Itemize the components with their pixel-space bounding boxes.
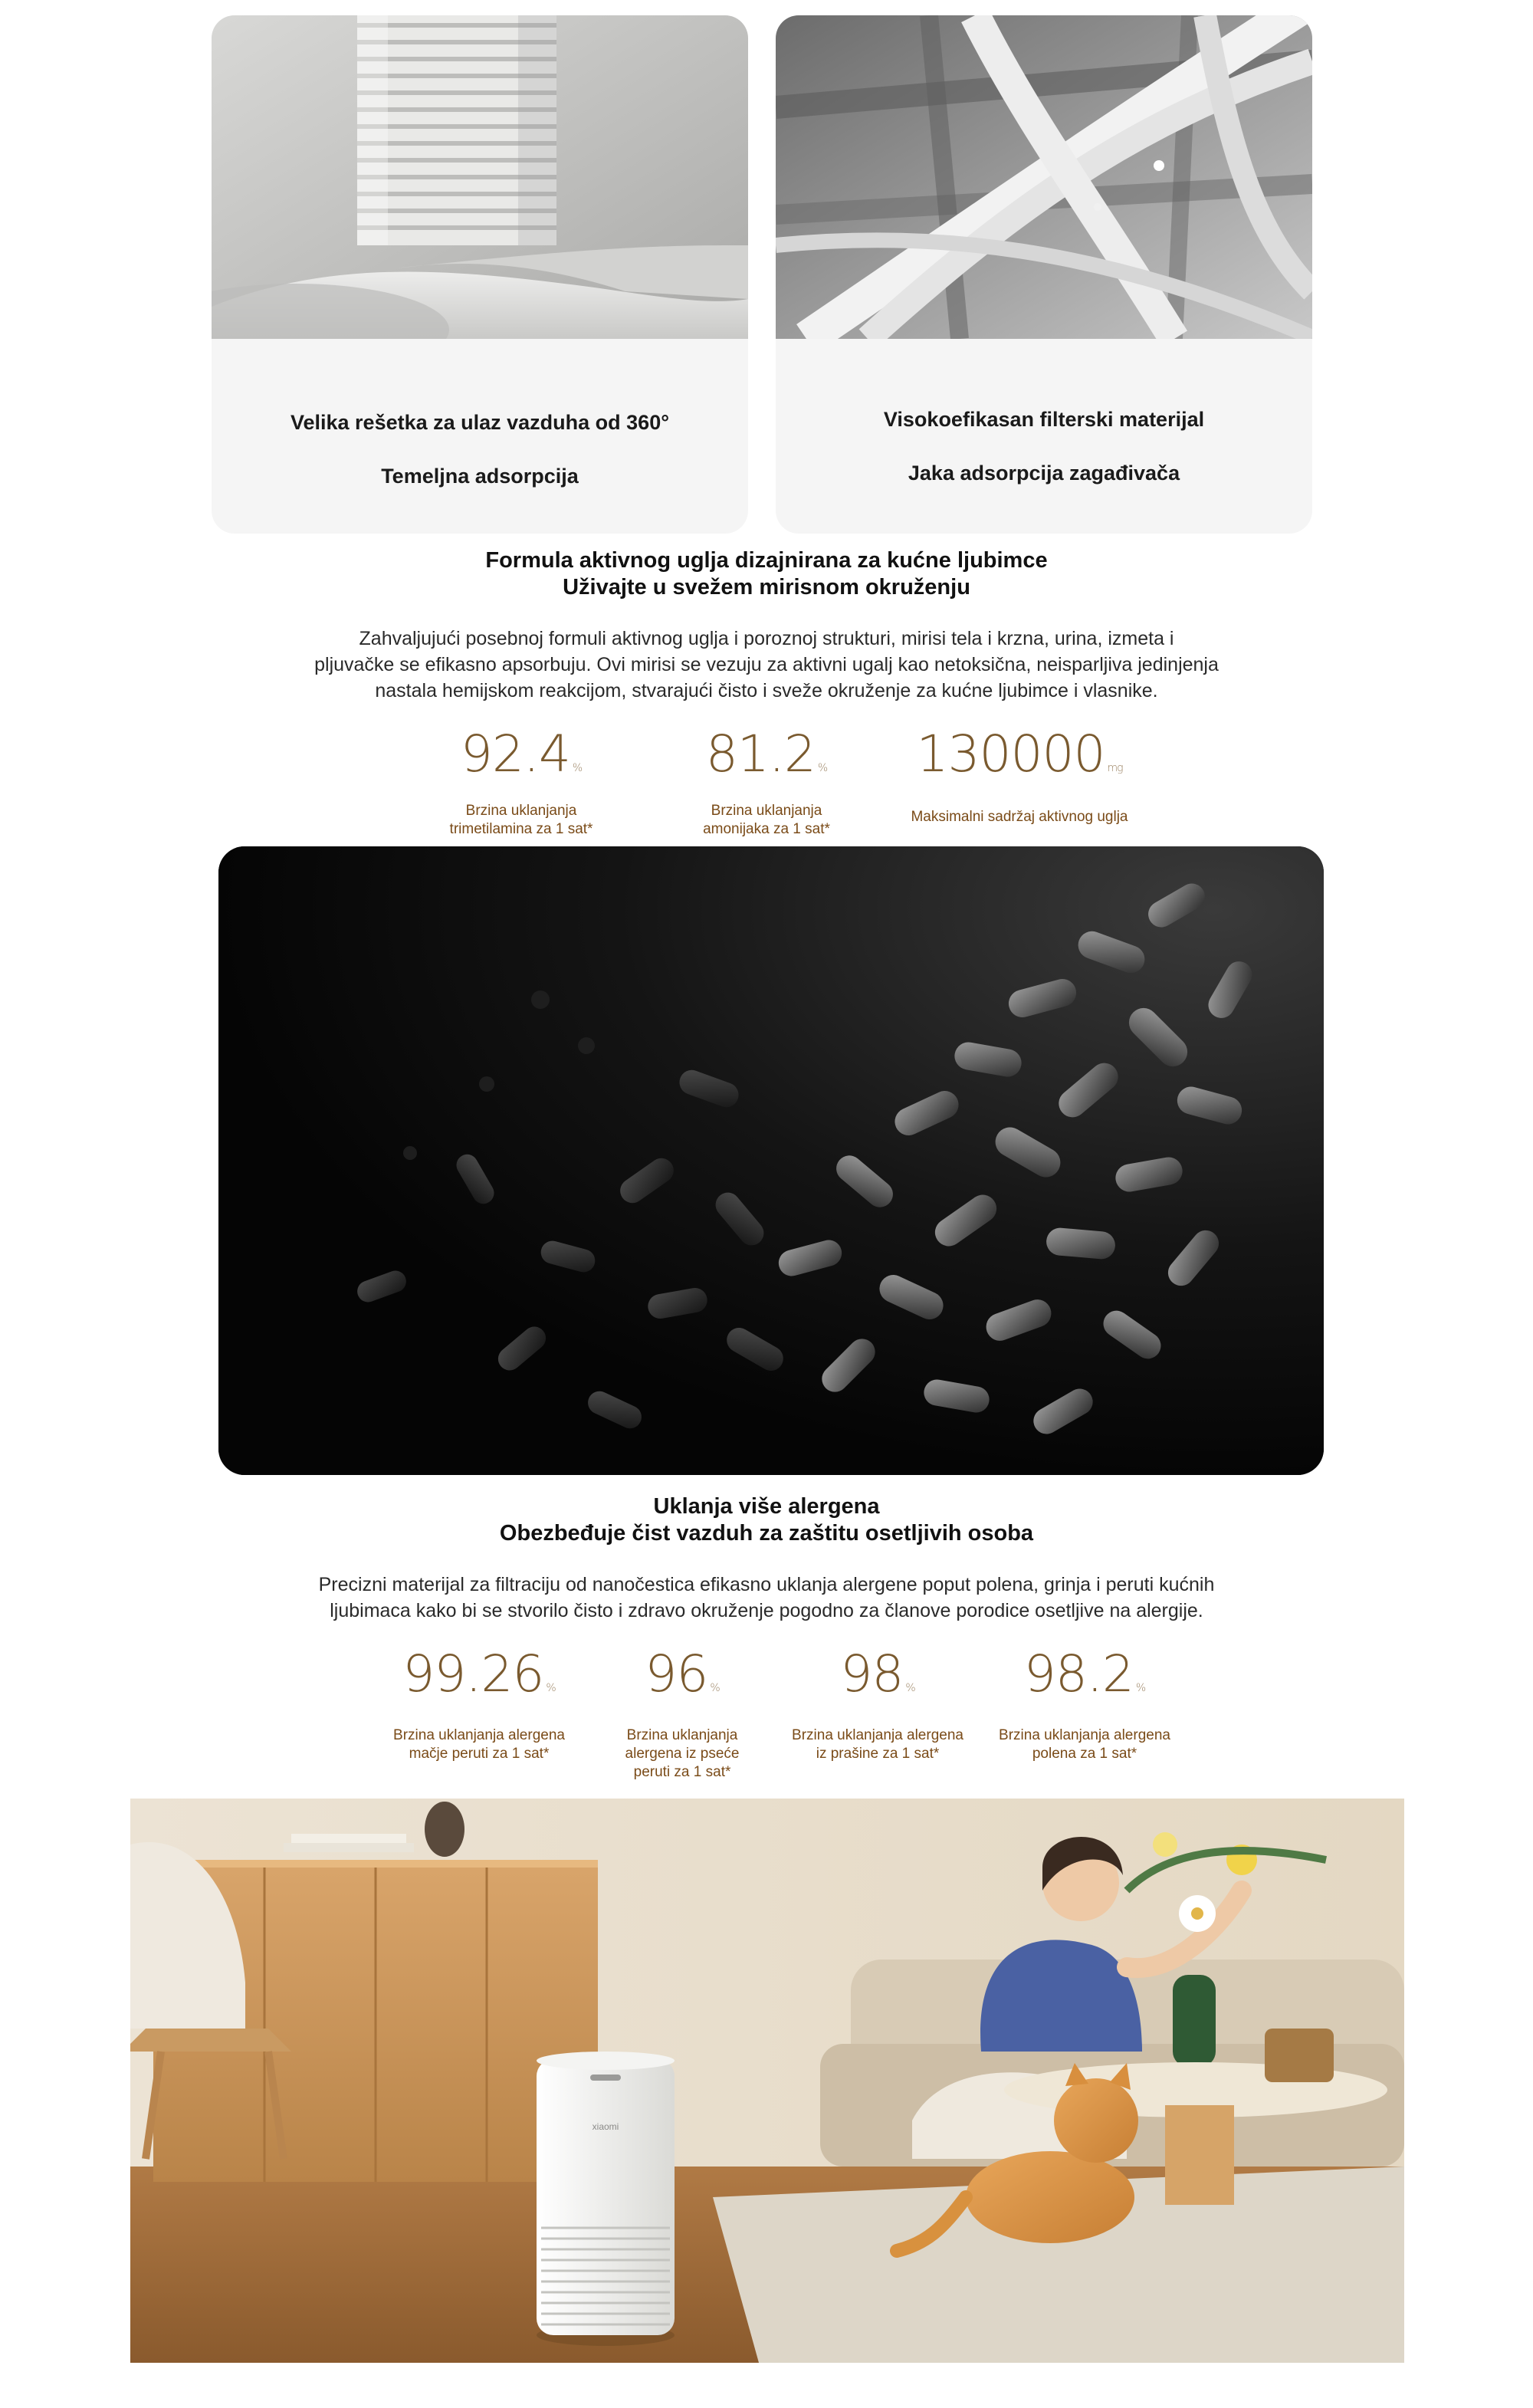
card-subtitle: Jaka adsorpcija zagađivača [908,462,1180,485]
stat-label [675,802,858,839]
feature-card-filter-material [776,15,1312,534]
carbon-stat-max-content [889,724,1150,826]
stat-unit: % [905,1682,915,1694]
allergen-description-line1: Precizni materijal za filtraciju od nanočestica efikasno uklanja alergene poput polena, grinja i peruti kućnih [318,1574,1215,1595]
stat-value: 130000 [916,724,1105,784]
stat-unit: mg [1107,762,1123,774]
card-subtitle: Temeljna adsorpcija [381,465,579,488]
allergen-stat-dog-dander [590,1644,774,1782]
stat-label-line2: polena za 1 sat* [1032,1746,1137,1762]
carbon-stat-ammonia [675,724,858,839]
stat-label-line1: Brzina uklanjanja [626,1727,738,1743]
stat-label-line2: alergena iz pseće [625,1746,740,1762]
allergen-heading-line2: Obezbeđuje čist vazduh za zaštitu osetljivih osoba [499,1521,1034,1546]
stat-label-line2: iz prašine za 1 sat* [816,1746,940,1762]
carbon-description-line3: nastala hemijskom reakcijom, stvarajući čisto i sveže okruženje za kućne ljubimce i vlasnike. [375,680,1158,701]
stat-label-line1: Brzina uklanjanja [465,803,577,819]
stat-label-line1: Brzina uklanjanja [711,803,822,819]
carbon-heading-line1: Formula aktivnog uglja dizajnirana za kućne ljubimce [485,548,1048,573]
filter-fibers-image [776,15,1312,339]
stat-value: 98.2 [1023,1644,1134,1703]
stat-label-line2: trimetilamina za 1 sat* [449,821,593,837]
stat-label [981,1726,1188,1763]
purifier-brand-logo: xiaomi [592,2121,619,2132]
stat-label [429,802,613,839]
card-title: Velika rešetka za ulaz vazduha od 360° [290,411,670,434]
carbon-description [230,626,1303,704]
allergen-description-line2: ljubimaca kako bi se stvorilo čisto i zdravo okruženje pogodno za članove porodice osetljive na alergije. [330,1600,1203,1621]
stat-label [774,1726,981,1763]
stat-label-line3: peruti za 1 sat* [633,1764,731,1780]
activated-carbon-image [218,846,1324,1475]
stat-unit: % [817,762,828,774]
stat-unit: % [546,1682,556,1694]
stat-label-line1: Brzina uklanjanja alergena [999,1727,1170,1743]
feature-card-intake-grille [212,15,748,534]
stat-value: 96 [645,1644,708,1703]
allergen-stat-dust [774,1644,981,1763]
stat-label [889,808,1150,826]
card-title: Visokoefikasan filterski materijal [883,408,1205,431]
allergen-description [230,1572,1303,1624]
carbon-heading [0,547,1533,601]
living-room-lifestyle-image [130,1799,1404,2363]
carbon-heading-line2: Uživajte u svežem mirisnom okruženju [563,575,970,600]
stat-label [590,1726,774,1782]
stat-value: 81.2 [705,724,816,784]
stat-label-line2: amonijaka za 1 sat* [703,821,830,837]
stat-label-line1: Brzina uklanjanja alergena [792,1727,963,1743]
allergen-heading [0,1493,1533,1547]
allergen-stat-cat-dander [376,1644,583,1763]
allergen-heading-line1: Uklanja više alergena [653,1494,880,1519]
allergen-stat-pollen [981,1644,1188,1763]
stat-label-line1: Brzina uklanjanja alergena [393,1727,565,1743]
stat-unit: % [572,762,583,774]
stat-label-line1: Maksimalni sadržaj aktivnog uglja [911,809,1128,825]
stat-value: 98 [840,1644,904,1703]
stat-value: 99.26 [402,1644,544,1703]
intake-grille-image [212,15,748,339]
stat-label [376,1726,583,1763]
carbon-description-line1: Zahvaljujući posebnoj formuli aktivnog uglja i poroznoj strukturi, mirisi tela i krzna, urina, izmeta i [359,628,1174,649]
carbon-stat-trimethylamine [429,724,613,839]
stat-unit: % [710,1682,720,1694]
stat-label-line2: mačje peruti za 1 sat* [409,1746,550,1762]
carbon-description-line2: pljuvačke se efikasno apsorbuju. Ovi mirisi se vezuju za aktivni ugalj kao netoksična, neisparljiva jedinjenja [314,654,1219,675]
stat-unit: % [1135,1682,1146,1694]
stat-value: 92.4 [460,724,570,784]
